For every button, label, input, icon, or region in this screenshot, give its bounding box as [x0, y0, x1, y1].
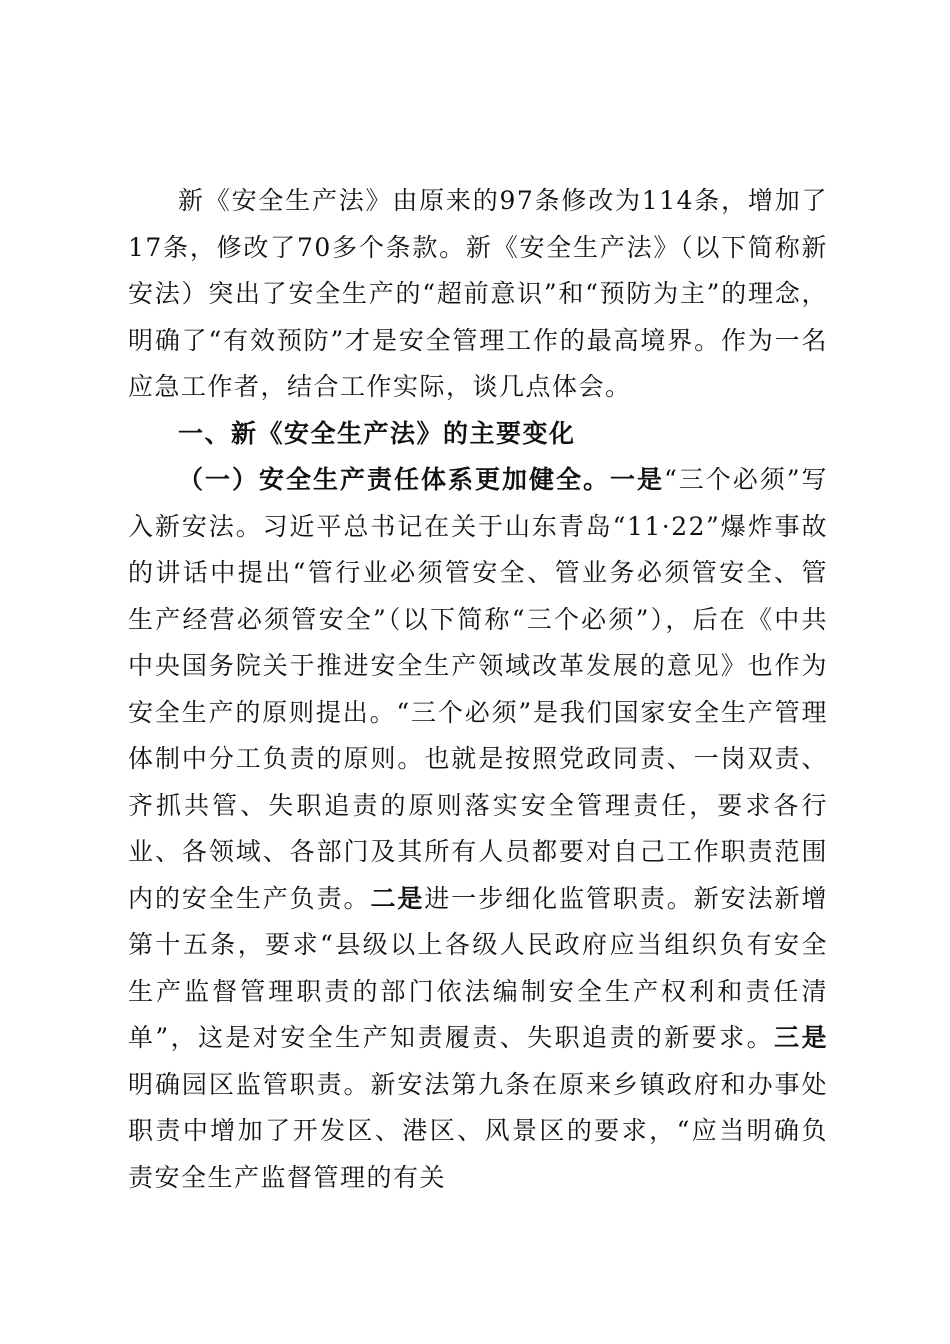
subsection-title: （一）安全生产责任体系更加健全。 [178, 465, 610, 494]
point3-text: 明确园区监管职责。新安法第九条在原来乡镇政府和办事处职责中增加了开发区、港区、风景区的要求，“应当明确负责安全生产监督管理的有关 [128, 1069, 828, 1192]
document-body [128, 178, 828, 1201]
point2-text: 进一步细化监管职责。新安法新增第十五条，要求“县级以上各级人民政府应当组织负有安全生产监督管理职责的部门依法编制安全生产权利和责任清单”，这是对安全生产知责履责、失职追责的新要求。 [128, 883, 828, 1052]
section-heading: 一、新《安全生产法》的主要变化 [178, 418, 576, 448]
intro-paragraph: 新《安全生产法》由原来的97条修改为114条，增加了17条，修改了70多个条款。新《安全生产法》（以下简称新安法）突出了安全生产的“超前意识”和“预防为主”的理念，明确了“有效预防”才是安全管理工作的最高境界。作为一名应急工作者，结合工作实际，谈几点体会。 [128, 186, 828, 401]
point1-label: 一是 [609, 465, 664, 494]
point1-text: “三个必须”写入新安法。习近平总书记在关于山东青岛“11·22”爆炸事故的讲话中提出“管行业必须管安全、管业务必须管安全、管生产经营必须管安全”（以下简称“三个必须”），后在《中共中央国务院关于推进安全生产领域改革发展的意见》也作为安全生产的原则提出。“三个必须”是我们国家安全生产管理体制中分工负责的原则。也就是按照党政同责、一岗双责、齐抓共管、失职追责的原则落实安全管理责任，要求各行业、各领域、各部门及其所有人员都要对自己工作职责范围内的安全生产负责。 [128, 465, 828, 913]
point3-label: 三是 [774, 1023, 828, 1052]
subsection-paragraph [128, 457, 828, 1201]
point2-label: 二是 [370, 883, 425, 913]
